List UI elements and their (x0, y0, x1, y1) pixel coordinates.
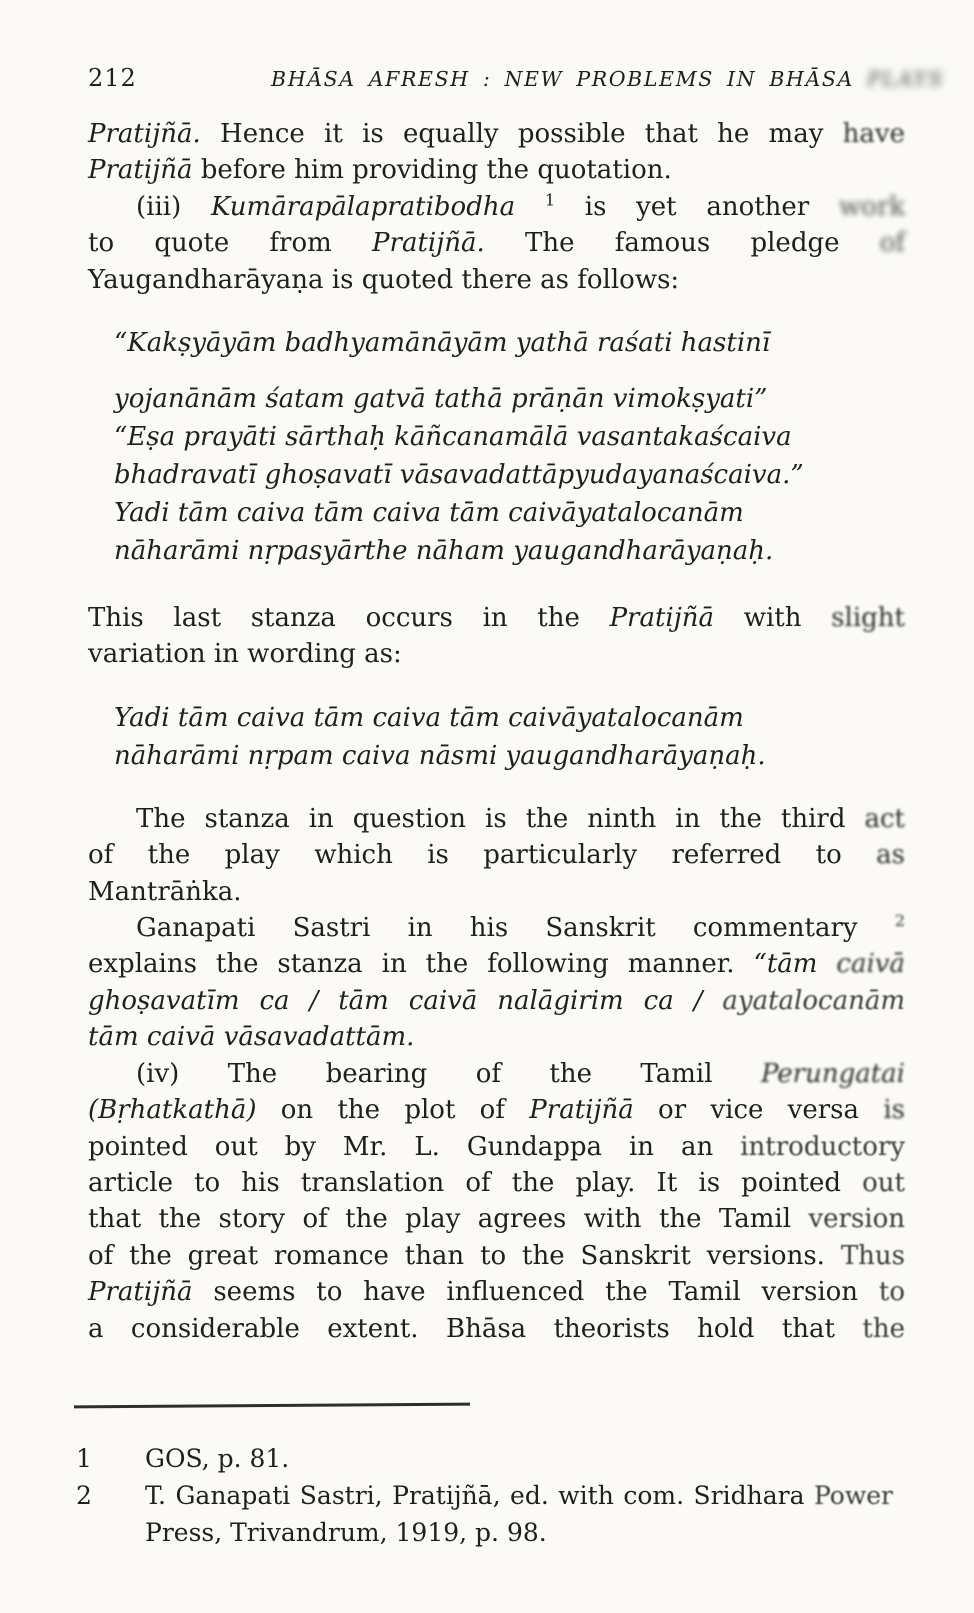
text-segment: is yet another (555, 191, 839, 222)
text-segment: Ganapati Sastri in his Sanskrit commentary (136, 913, 895, 944)
footnote-reference: 2 (894, 911, 905, 931)
text-line (114, 418, 905, 456)
text-segment: act (864, 803, 905, 834)
text-line (88, 910, 905, 946)
text-segment: explains the stanza in the following manner. (88, 949, 754, 980)
footnotes (76, 1440, 905, 1551)
text-segment: BHĀSA AFRESH : NEW PROBLEMS IN BHĀSA (271, 67, 868, 91)
text-line (88, 801, 905, 837)
text-line (114, 737, 905, 775)
footnote (76, 1477, 905, 1551)
text-segment: have (842, 119, 905, 149)
text-line (114, 456, 905, 494)
text-segment: (Bṛhatkathā) (88, 1095, 257, 1126)
footnote-reference: 1 (544, 190, 556, 210)
text-segment: ghoṣavatīm ca / tām caivā nalāgirim ca / (88, 985, 723, 1016)
paragraph (88, 116, 905, 189)
text-line (88, 116, 905, 152)
text-segment: to (878, 1277, 905, 1308)
text-segment: Pratijñā. (372, 228, 485, 259)
text-segment: work (838, 191, 906, 222)
text-segment: the (862, 1313, 905, 1344)
text-segment: to quote from (88, 228, 373, 259)
paragraph (88, 600, 905, 673)
text-line (88, 600, 905, 636)
text-segment: Pratijñā. (88, 119, 201, 149)
text-segment: or vice versa (633, 1095, 884, 1126)
text-segment: version (808, 1204, 905, 1235)
paragraph (88, 801, 905, 910)
text-segment: bhadravatī ghoṣavatī vāsavadattāpyudayanaścaiva.” (114, 460, 804, 491)
text-line (88, 1201, 905, 1237)
footnote-number: 1 (76, 1443, 92, 1473)
text-segment: of (879, 228, 905, 259)
text-line (88, 262, 905, 298)
footnote (76, 1440, 905, 1477)
text-segment: on the plot of (256, 1095, 530, 1126)
text-segment: yojanānām śatam gatvā tathā prāṇān vimokṣyati” (114, 384, 768, 415)
verse-block (114, 324, 905, 570)
text-segment: The famous pledge (484, 228, 880, 259)
text-segment: of the great romance than to the Sanskrit versions. (88, 1240, 841, 1271)
text-segment: out (862, 1167, 905, 1198)
text-segment: ayatalocanām (722, 985, 905, 1016)
text-segment: (iii) (136, 191, 211, 222)
text-segment: The stanza in question is the ninth in the third (136, 803, 865, 834)
text-line (88, 946, 905, 982)
text-segment: nāharāmi nṛpam caiva nāsmi yaugandharāyaṇaḥ. (114, 740, 766, 771)
text-segment: T. Ganapati Sastri, Pratijñā, ed. with com. Sridhara (145, 1480, 814, 1510)
text-line (88, 1129, 905, 1165)
footnote-number: 2 (76, 1480, 92, 1510)
text-segment: pointed out by Mr. L. Gundappa in an (88, 1131, 741, 1162)
text-segment: caivā (836, 949, 905, 980)
text-segment: of the play which is particularly referred to (88, 840, 877, 871)
text-line (88, 874, 905, 910)
page-body-text (88, 116, 905, 1347)
text-line (88, 636, 905, 672)
text-line (114, 699, 905, 737)
text-segment: Kumārapālapratibodha (210, 191, 516, 222)
text-line (88, 225, 905, 261)
text-segment: Yadi tām caiva tām caiva tām caivāyatalocanām (114, 702, 744, 733)
text-segment: This last stanza occurs in the (88, 603, 610, 634)
text-line (88, 1092, 905, 1128)
text-segment: with (714, 603, 832, 634)
text-segment: “tām (753, 949, 837, 980)
text-segment: that the story of the play agrees with the Tamil (88, 1204, 809, 1235)
text-line (145, 1440, 893, 1477)
text-line (114, 324, 905, 362)
footnote-text (145, 1477, 893, 1551)
text-segment: “Eṣa prayāti sārthaḥ kāñcanamālā vasantakaścaiva (114, 422, 792, 453)
paragraph (88, 910, 905, 1056)
text-segment: Mantrāṅka. (88, 876, 242, 907)
text-segment: Power (813, 1480, 893, 1510)
text-segment: tām caivā vāsavadattām. (88, 1022, 415, 1053)
text-line (88, 1311, 905, 1347)
text-segment: introductory (740, 1131, 905, 1162)
verse-block (114, 699, 905, 775)
text-segment: Press, Trivandrum, 1919, p. 98. (145, 1517, 547, 1547)
text-line (88, 152, 905, 188)
text-segment: Perungatai (760, 1058, 905, 1089)
paragraph (88, 189, 905, 298)
text-segment: seems to have influenced the Tamil version (192, 1277, 879, 1308)
text-segment: GOS, p. 81. (145, 1443, 290, 1473)
text-line (114, 494, 905, 532)
running-title (271, 67, 944, 91)
text-segment: “Kakṣyāyām badhyamānāyām yathā raśati hastinī (114, 328, 771, 359)
text-segment (515, 192, 545, 222)
text-line (114, 532, 905, 570)
footnote-separator-rule (74, 1403, 470, 1409)
text-segment: a considerable extent. Bhāsa theorists hold that (88, 1313, 863, 1344)
text-segment: before him providing the quotation. (192, 155, 672, 186)
text-segment: as (876, 840, 905, 871)
page-number: 212 (88, 64, 137, 92)
text-segment: Pratijñā (88, 155, 193, 186)
text-segment: Pratijñā (529, 1095, 634, 1126)
paragraph (88, 1056, 905, 1347)
text-line (145, 1477, 893, 1514)
text-segment: slight (831, 603, 905, 634)
text-line (88, 1019, 905, 1055)
text-line (88, 837, 905, 873)
text-line (88, 189, 905, 225)
text-segment: Yadi tām caiva tām caiva tām caivāyatalocanām (114, 498, 744, 529)
text-segment: nāharāmi nṛpasyārthe nāham yaugandharāyaṇaḥ. (114, 536, 774, 567)
text-line (88, 1165, 905, 1201)
text-line (88, 1238, 905, 1274)
text-segment: (iv) The bearing of the Tamil (136, 1058, 761, 1089)
text-line (88, 1274, 905, 1310)
text-line (145, 1514, 893, 1551)
text-line (114, 380, 905, 418)
text-line (88, 983, 905, 1019)
footnote-text (145, 1440, 893, 1477)
text-segment: article to his translation of the play. It is pointed (88, 1167, 863, 1198)
text-line (88, 1056, 905, 1092)
text-segment: Thus (840, 1240, 905, 1271)
text-segment: Yaugandharāyaṇa is quoted there as follows: (88, 264, 680, 295)
text-segment: variation in wording as: (88, 639, 402, 670)
text-segment: Pratijñā (88, 1277, 193, 1308)
text-segment: Hence it is equally possible that he may (200, 119, 843, 149)
page-header (88, 64, 944, 96)
text-segment: PLAYS (867, 67, 944, 91)
text-segment: is (883, 1095, 905, 1126)
text-segment: Pratijñā (609, 603, 715, 634)
